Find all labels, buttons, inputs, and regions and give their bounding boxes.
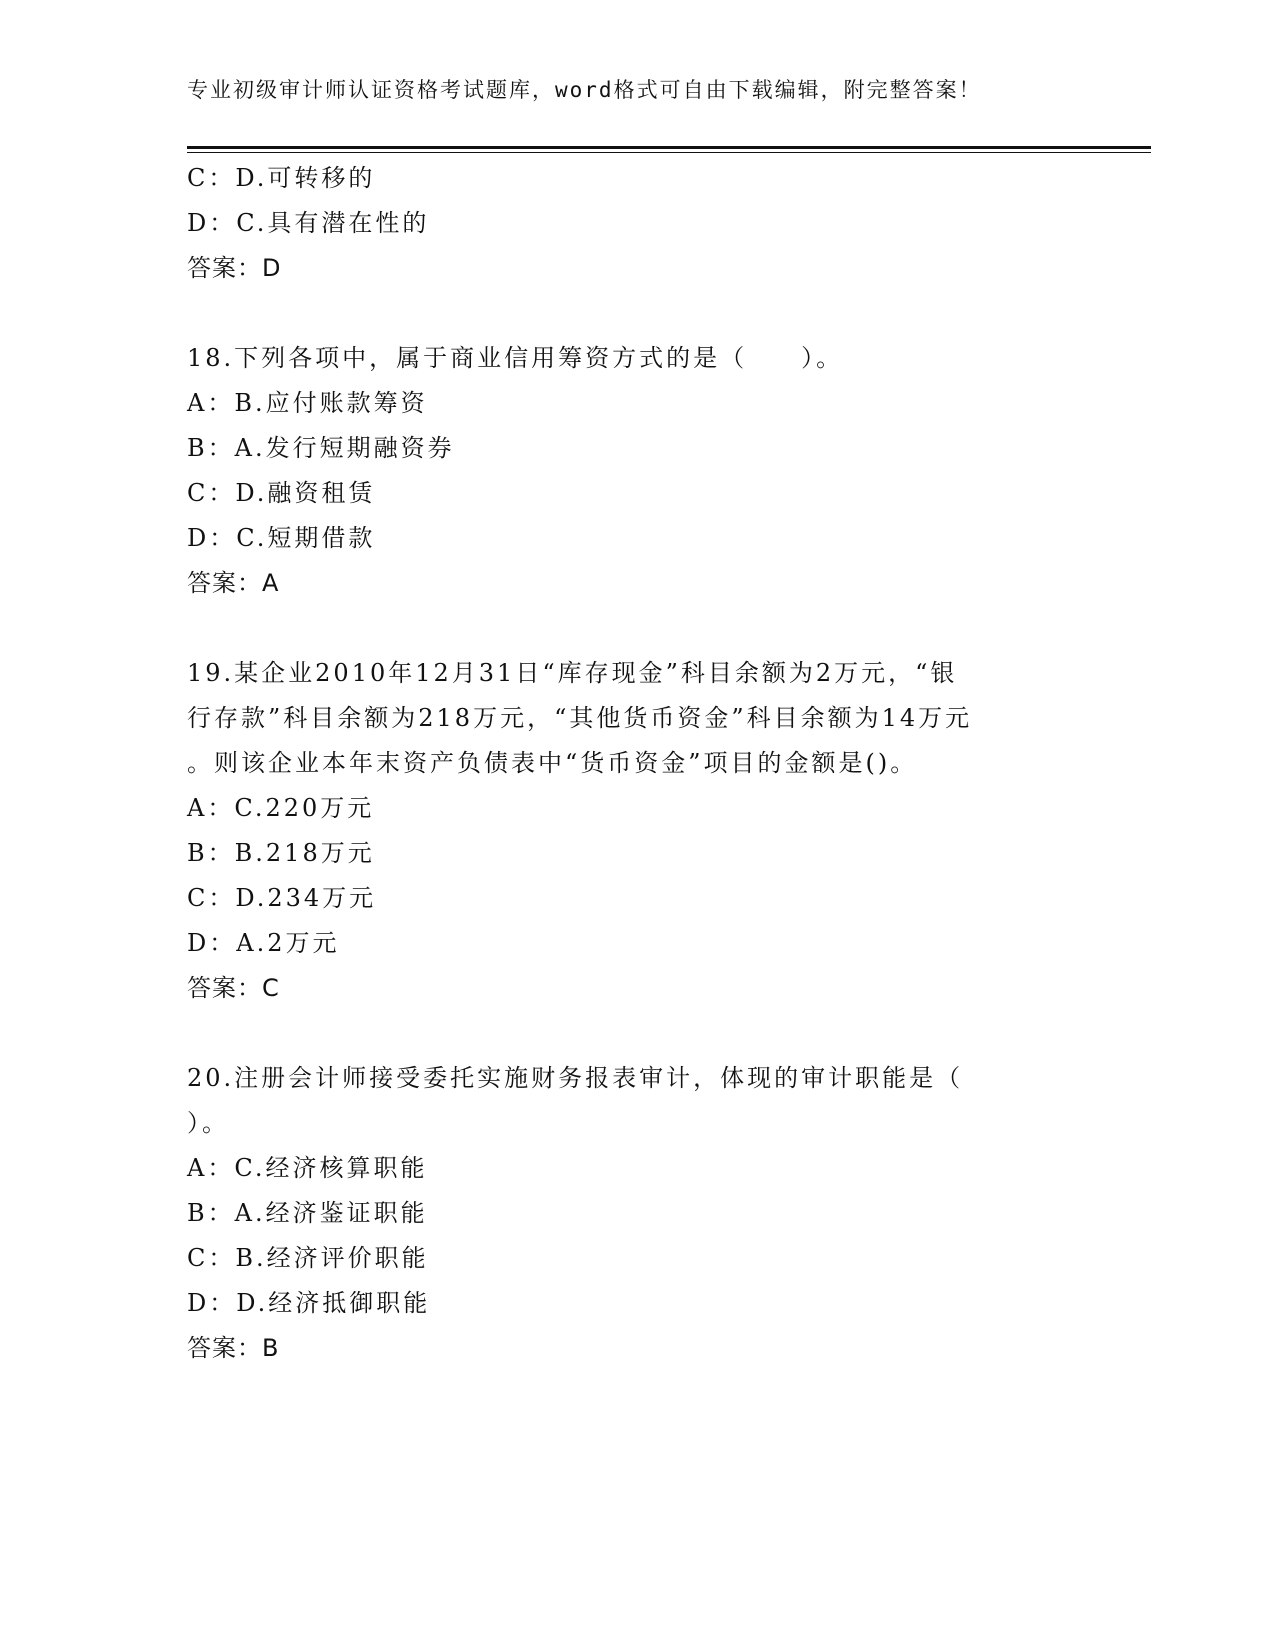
- option-d: D：C.短期借款: [187, 524, 376, 552]
- answer-line: 答案：A: [187, 569, 280, 597]
- header-rule-thick: [187, 146, 1151, 149]
- prev-question: [187, 156, 1087, 291]
- option-c: C：B.经济评价职能: [187, 1244, 429, 1272]
- option-c: C：D.融资租赁: [187, 479, 376, 507]
- question-stem-line-1: 20.注册会计师接受委托实施财务报表审计，体现的审计职能是（: [187, 1064, 964, 1092]
- answer-line: 答案：C: [187, 974, 280, 1002]
- question-stem: 18.下列各项中，属于商业信用筹资方式的是（ ）。: [187, 344, 844, 372]
- option-b: B：A.经济鉴证职能: [187, 1199, 428, 1227]
- option-c: C：D.234万元: [187, 884, 377, 912]
- question-stem-line-3: 。则该企业本年末资产负债表中“货币资金”项目的金额是()。: [187, 749, 918, 777]
- question-stem-line-1: 19.某企业2010年12月31日“库存现金”科目余额为2万元，“银: [187, 659, 958, 687]
- question-18: [187, 336, 1087, 606]
- header-rule-thin: [187, 152, 1151, 153]
- answer-line: 答案：B: [187, 1334, 280, 1362]
- option-a: A：C.经济核算职能: [187, 1154, 428, 1182]
- option-a: A：C.220万元: [187, 794, 375, 822]
- page-header: 专业初级审计师认证资格考试题库，word格式可自由下载编辑，附完整答案！: [187, 78, 982, 102]
- option-a: A：B.应付账款筹资: [187, 389, 428, 417]
- option-d: D：A.2万元: [187, 929, 340, 957]
- option-c: C：D.可转移的: [187, 164, 376, 192]
- option-d: D：D.经济抵御职能: [187, 1289, 431, 1317]
- question-19: [187, 651, 1087, 1011]
- option-b: B：B.218万元: [187, 839, 375, 867]
- option-b: B：A.发行短期融资券: [187, 434, 455, 462]
- question-list: [187, 156, 1087, 1371]
- question-20: [187, 1056, 1087, 1371]
- question-stem-line-2: 行存款”科目余额为218万元，“其他货币资金”科目余额为14万元: [187, 704, 973, 732]
- option-d: D：C.具有潜在性的: [187, 209, 430, 237]
- answer-line: 答案：D: [187, 254, 282, 282]
- question-stem-line-2: ）。: [187, 1109, 229, 1137]
